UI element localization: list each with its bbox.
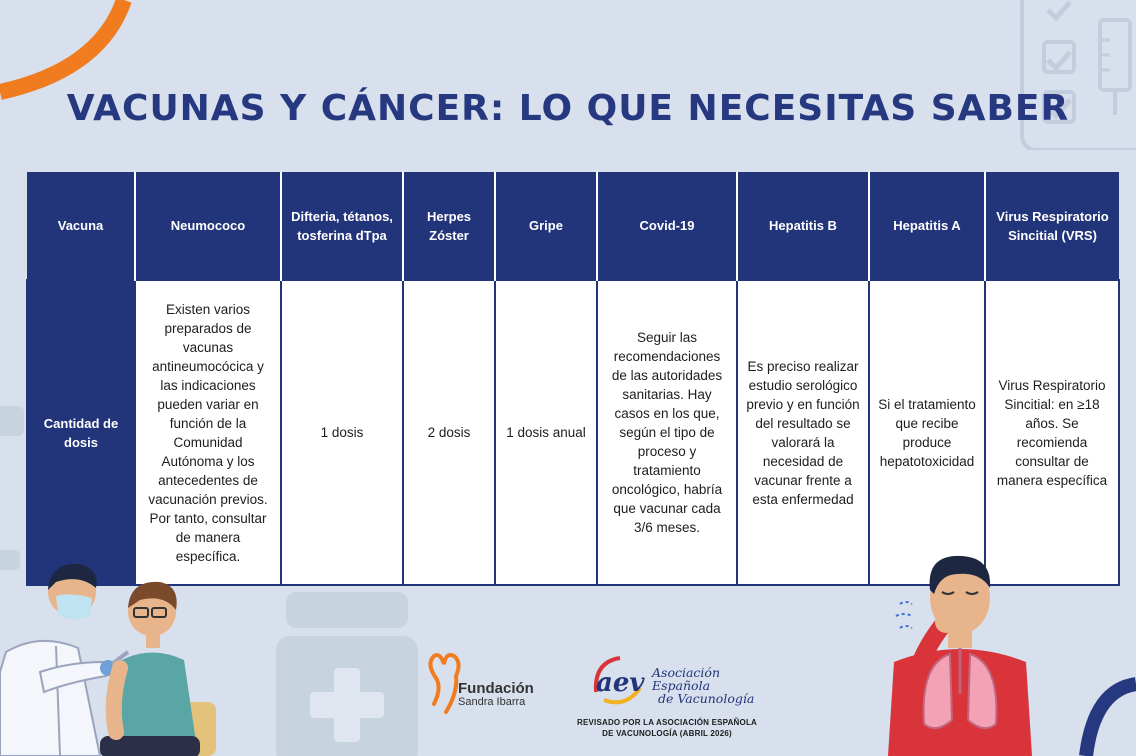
coughing-man-illustration (880, 544, 1040, 756)
aev-mark-text: aev (596, 668, 645, 698)
doctor-illustration (0, 552, 226, 756)
fundacion-subname: Sandra Ibarra (458, 696, 526, 708)
navy-arc-decoration (1076, 660, 1136, 756)
cell-covid-19: Seguir las recomendaciones de las autoridades sanitarias. Hay casos en los que, según el tipo de proceso y tratamiento oncológico, habría que vacunar cada 3/6 meses. (597, 280, 737, 585)
header-hepatitis-a: Hepatitis A (869, 172, 985, 280)
cell-gripe: 1 dosis anual (495, 280, 597, 585)
cell-vrs: Virus Respiratorio Sincitial: en ≥18 años. Se recomienda consultar de manera específica (985, 280, 1119, 585)
table-header-row (27, 172, 1119, 280)
cell-neumococo: Existen varios preparados de vacunas antineumocócica y las indicaciones pueden variar en función de la Comunidad Autónoma y los antecedentes de vacunación previos. Por tanto, consultar de manera específica. (135, 280, 281, 585)
header-dtpa: Difteria, tétanos, tosferina dTpa (281, 172, 403, 280)
review-note: REVISADO POR LA ASOCIACIÓN ESPAÑOLA DE VACUNOLOGÍA (ABRIL 2026) (576, 718, 758, 738)
header-vrs: Virus Respiratorio Sincitial (VRS) (985, 172, 1119, 280)
medicine-bottle-icon (272, 588, 422, 756)
header-gripe: Gripe (495, 172, 597, 280)
cell-hepatitis-b: Es preciso realizar estudio serológico previo y en función del resultado se valorará la necesidad de vacunar frente a esta enfermedad (737, 280, 869, 585)
header-herpes-zoster: Herpes Zóster (403, 172, 495, 280)
header-vacuna: Vacuna (27, 172, 135, 280)
table-row (27, 280, 1119, 585)
vaccine-table (26, 172, 1118, 586)
row-label-cantidad-dosis: Cantidad de dosis (27, 280, 135, 585)
header-neumococo: Neumococo (135, 172, 281, 280)
cell-dtpa: 1 dosis (281, 280, 403, 585)
aev-line1: Asociación (652, 665, 720, 680)
cell-herpes-zoster: 2 dosis (403, 280, 495, 585)
aev-line2: Española (652, 678, 711, 693)
header-covid-19: Covid-19 (597, 172, 737, 280)
fundacion-name: Fundación (458, 680, 534, 697)
page-title: VACUNAS Y CÁNCER: LO QUE NECESITAS SABER (66, 88, 1070, 129)
aev-line3: de Vacunología (658, 691, 755, 706)
header-hepatitis-b: Hepatitis B (737, 172, 869, 280)
cell-hepatitis-a: Si el tratamiento que recibe produce hepatotoxicidad (869, 280, 985, 585)
